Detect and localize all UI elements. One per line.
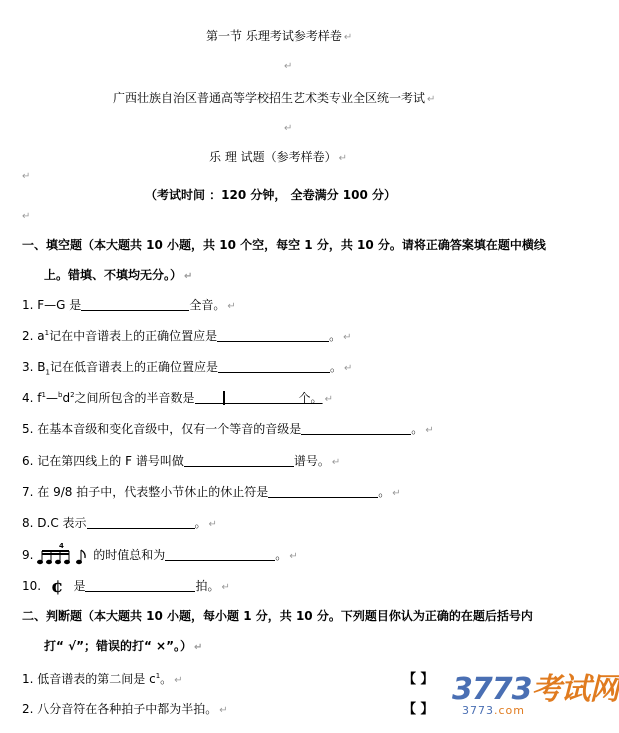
fill-question-2: 2. $a^1$记在中音谱表上的正确位置应是 。 ↵ [22,329,352,343]
part1-heading-line2: 上。错填、不填均无分。） ↵ [44,268,193,282]
empty-line: ↵ [284,61,293,72]
answer-blank[interactable] [165,548,275,561]
part1-heading-line1: 一、填空题（本大题共 10 小题，共 10 个空，每空 1 分，共 10 分。请将正确答案填在题中横线 [22,238,546,252]
paper-title: 乐 理 试题（参考样卷） ↵ [209,150,348,164]
watermark-url: 3773.com [462,704,525,717]
fill-question-9: 9. 4 的时值总和为 。 ↵ [22,541,298,565]
watermark-logo: 3773考试网 [452,672,619,707]
answer-bracket[interactable]: 【 】 [403,672,434,687]
part2-heading-line1: 二、判断题（本大题共 10 小题，每小题 1 分，共 10 分。下列题目你认为正确的在题后括号内 [22,609,533,623]
fill-question-3: 3. $B_1$记在低音谱表上的正确位置应是 。 ↵ [22,360,353,377]
part2-heading-line2: 打“ √”；错误的打“ ×”。） ↵ [44,639,203,653]
exam-info: （考试时间 ：120 分钟， 全卷满分 100 分） [145,188,396,202]
answer-blank[interactable] [81,298,189,311]
exam-name: 广西壮族自治区普通高等学校招生艺术类专业全区统一考试 ↵ [113,91,436,105]
fill-question-4: 4. $f^1—^bd^2$之间所包含的半音数是 个。 ↵ [22,391,333,405]
answer-blank[interactable] [218,360,330,373]
empty-line: ↵ [284,123,293,134]
tuplet-number: 4 [59,542,65,550]
music-notes-figure [37,541,93,565]
answer-blank[interactable] [301,422,411,435]
answer-bracket[interactable]: 【 】 [403,702,434,717]
answer-blank[interactable] [217,329,329,342]
fill-question-5: 5. 在基本音级和变化音级中，仅有一个等音的音级是 。 ↵ [22,422,434,436]
fill-question-8: 8. D.C 表示 。 ↵ [22,516,217,530]
answer-blank[interactable] [225,391,299,404]
answer-blank[interactable] [268,485,378,498]
answer-blank[interactable] [87,516,195,529]
answer-blank[interactable] [85,579,195,592]
fill-question-10: 10. ¢ 是 拍。 ↵ [22,576,230,597]
note-group-icon [37,541,93,567]
fill-question-6: 6. 记在第四线上的 F 谱号叫做 谱号。 ↵ [22,454,341,468]
fill-question-1: 1. F—G 是 全音。 ↵ [22,298,236,312]
cut-time-symbol: ¢ [50,576,64,597]
empty-line: ↵ [22,171,31,182]
answer-blank[interactable] [184,454,294,467]
fill-question-7: 7. 在 9/8 拍子中，代表整小节休止的休止符是 。 ↵ [22,485,401,499]
judge-question-2: 2. 八分音符在各种拍子中都为半拍。 ↵ [22,702,228,716]
section-title: 第一节 乐理考试参考样卷 ↵ [206,29,353,43]
empty-line: ↵ [22,211,31,222]
answer-blank[interactable] [195,391,223,404]
judge-question-1: 1. 低音谱表的第二间是 $c^1$。 ↵ [22,672,183,686]
